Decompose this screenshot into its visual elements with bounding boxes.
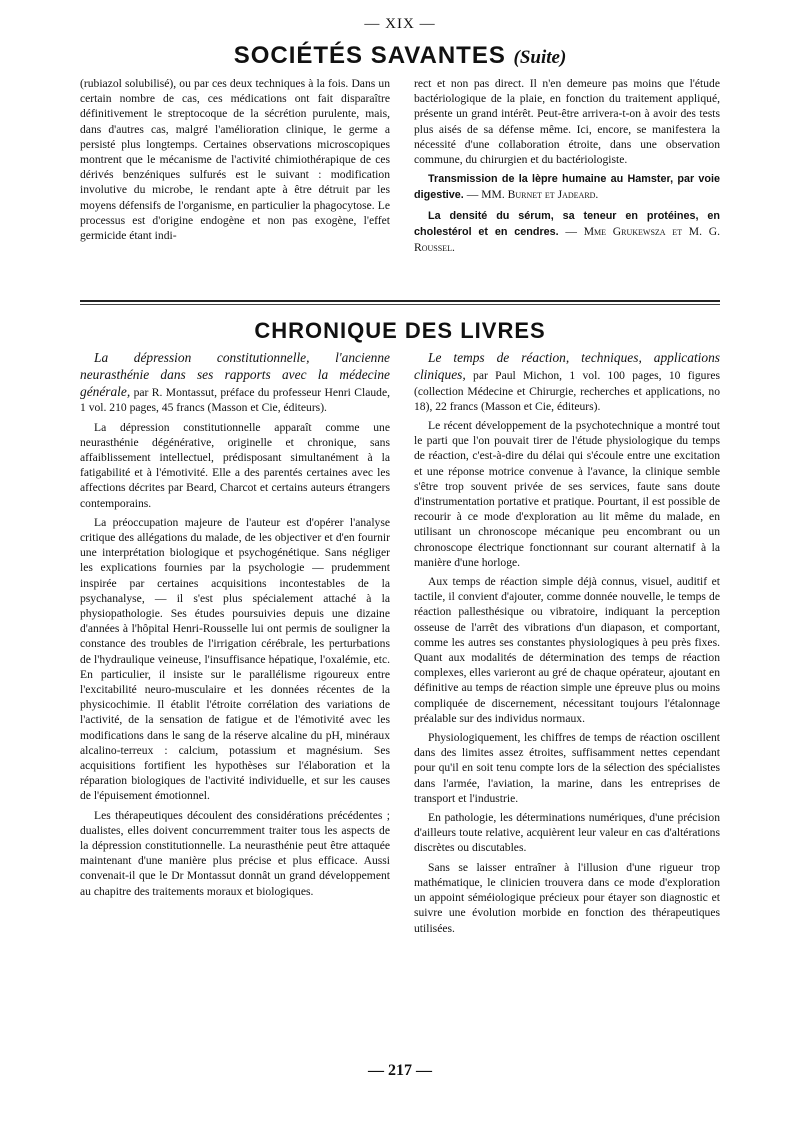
book-1-paragraph: Les thérapeutiques découlent des considérations précédentes ; dualistes, elles doivent concurremment traiter tous les aspects de la dépression constitutionnelle. La neurasthénie peut être attaquée maintenant d'une manière plus précise et plus efficace. Aussi convenait-il que le Dr Montassut donnât un grand développement au chapitre des traitements moraux et biologiques. (80, 808, 390, 898)
societes-entry-2 (414, 208, 720, 256)
entry-1-authors: — MM. Burnet et Jadeard. (466, 188, 599, 202)
book-2-column (414, 350, 720, 936)
section-suite: (Suite) (513, 47, 567, 68)
societes-right-column (414, 76, 720, 255)
entry-1-title: Transmission de la lèpre humaine au Hamster, par voie digestive. (414, 173, 720, 202)
book-2-heading (414, 350, 720, 414)
page-roman-numeral: — XIX — (364, 16, 436, 32)
page-number: — 217 — (368, 1062, 432, 1079)
entry-2-authors: — Mme Grukewsza et M. G. Roussel. (414, 224, 720, 255)
book-2-paragraph: Aux temps de réaction simple déjà connus, visuel, auditif et tactile, il convient d'ajouter, comme donnée nouvelle, le temps de réaction pallesthésique ou vibratoire, indiquant la perception osseuse de l'arrêt des vibrations d'un diapason, et comportant, comme les autres ses constantes physiologiques à peu près fixes. Quant aux modalités de détermination des temps de réaction complexes, elles varieront au gré de chaque opérateur, ajoutant en définitive au temps de réaction simple une épreuve plus ou moins compliquée de discernement, nécessitant toujours l'étalonnage préalable sur des individus normaux. (414, 575, 720, 725)
section-divider (80, 300, 720, 302)
book-1-title: La dépression constitutionnelle, l'ancienne neurasthénie dans ses rapports avec la médecine générale, (80, 350, 390, 399)
section-title (0, 42, 800, 70)
book-2-title: Le temps de réaction, techniques, applications cliniques, (414, 350, 720, 382)
societes-left-paragraph: (rubiazol solubilisé), ou par ces deux techniques à la fois. Dans un certain nombre de cas, ces médications ont fait disparaître définitivement le streptocoque de la sécrétion purulente, mais, dans d'autres cas, malgré l'amélioration clinique, le germe a persisté plus longtemps. Certaines observations microscopiques montrent que le mécanisme de l'activité chimiothérapique de ces dérivés benzéniques sulfurés est le suivant : modification involutive du microbe, le rendant apte à être détruit par les moyens défensifs de l'organisme, en particulier la phagocytose. Le processus est d'origine endogène et non pas exogène, l'effet germicide étant indi- (80, 77, 390, 243)
book-2-paragraph: Sans se laisser entraîner à l'illusion d'une rigueur trop mathématique, le clinicien trouvera dans ce mode d'exploration un appoint séméiologique précieux pour étayer son diagnostic et suivre une évolution morbide en fonction des thérapeutiques utilisées. (414, 860, 720, 935)
book-2-details: par Paul Michon, 1 vol. 100 pages, 10 figures (collection Médecine et Chirurgie, recherches et applications, no 18), 22 francs (Masson et Cie, éditeurs). (414, 368, 720, 413)
chronique-title: CHRONIQUE DES LIVRES (254, 318, 546, 343)
book-1-heading (80, 350, 390, 416)
book-1-column (80, 350, 390, 899)
book-2-paragraph: Le récent développement de la psychotechnique a montré tout le parti que l'on pouvait tirer de l'étude physiologique du temps de réaction, c'est-à-dire du délai qui s'écoule entre une excitation et une réponse motrice convenue à l'avance, la clinique semble s'être trop souvent privée de ses services, faute sans doute d'instrumentation portative et pratique. Pourtant, il est possible de recourir à ce mode d'exploration au lit même du malade, en utilisant un chronoscope mécanique peu encombrant ou un chronoscope électrique fonctionnant sur courant alternatif à la manière d'une horloge. (414, 419, 720, 569)
book-2-paragraph: Physiologiquement, les chiffres de temps de réaction oscillent dans des limites assez étroites, suffisamment nettes cependant pour qu'il en soit tenu compte lors de la sélection des spécialistes dans l'armée, l'aviation, la marine, dans les entreprises de transport et l'industrie. (414, 731, 720, 805)
book-1-details: par R. Montassut, préface du professeur Henri Claude, 1 vol. 210 pages, 45 francs (Masson et Cie, éditeurs). (80, 385, 390, 415)
book-1-paragraph: La dépression constitutionnelle apparaît comme une neurasthénie dégénérative, originelle et chronique, sans affaiblissement intellectuel, prédisposant simultanément à la fatigabilité et à l'émotivité. Elle a des parentés certaines avec les affections décrites par Beard, Charcot et certains auteurs étrangers contemporains. (80, 420, 390, 510)
section-divider-thin (80, 304, 720, 305)
societes-left-column (80, 76, 390, 243)
societes-entry-1 (414, 171, 720, 203)
book-2-paragraph: En pathologie, les déterminations numériques, d'une précision d'ailleurs toute relative, acquièrent leur valeur en cas d'altérations discrètes ou discutables. (414, 811, 720, 855)
entry-2-title: La densité du sérum, sa teneur en protéines, en cholestérol et en cendres. (414, 209, 720, 238)
societes-right-paragraph: rect et non pas direct. Il n'en demeure pas moins que l'étude bactériologique de la plaie, en fonction du traitement appliqué, présente un grand intérêt. Peut-être arrivera-t-on à avoir des tests plus aisés de sa défense même. Ici, encore, se manifestera la nécessité d'une collaboration étroite, dans une observation commune, du chirurgien et du bactériologiste. (414, 77, 720, 167)
section-title-text: SOCIÉTÉS SAVANTES (233, 42, 506, 69)
book-1-paragraph: La préoccupation majeure de l'auteur est d'opérer l'analyse critique des allégations du malade, de les objectiver et d'en fournir une interprétation biologique et psychogénétique. Sans négliger les explications fournies par la psychologie — prudemment inspirée par certaines acquisitions incontestables de la psychanalyse, — il s'est plus spécialement attaché à la physiopathologie. Ses études poursuivies depuis une dizaine d'années à l'hôpital Henri-Rousselle lui ont permis de souligner la constance des troubles de l'irrigation cérébrale, les perturbations de l'hydraulique veineuse, l'insuffisance hépatique, l'oxalémie, etc. En particulier, il insiste sur le parallélisme rigoureux entre l'excitabilité neuro-musculaire et les données récentes de la physicochimie. Il établit l'étroite corrélation des variations de l'activité, de la sensation de fatigue et de l'émotivité avec les modifications dans le sang de la réserve alcaline du pH, minéraux alcalino-terreux : calcium, potassium et magnésium. Ses acquisitions fortifient les hypothèses sur l'élaboration et la réparation biologiques de l'activité individuelle, et sur les causes de l'épuisement émotionnel. (80, 515, 390, 803)
